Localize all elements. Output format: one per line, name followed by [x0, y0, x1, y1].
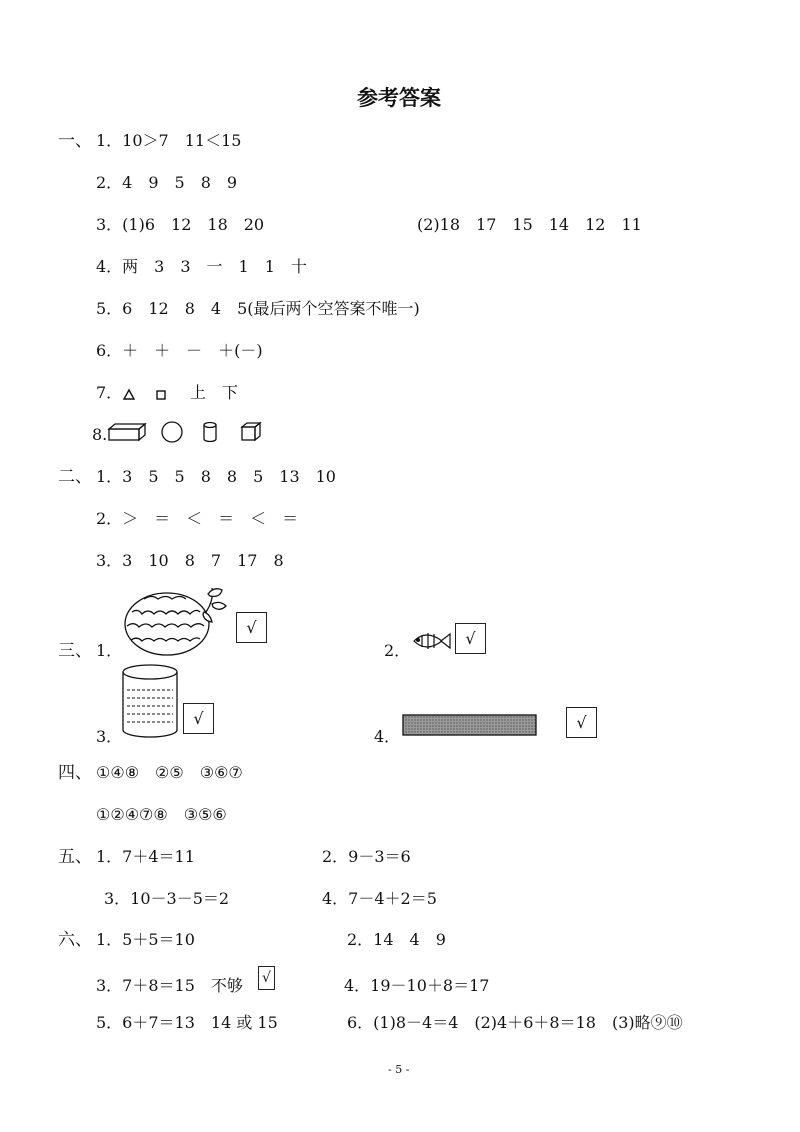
check-box-2: √: [455, 623, 486, 654]
watermelon-icon: [122, 582, 234, 660]
s2-q3: 3．3 10 8 7 17 8: [96, 551, 284, 570]
section-5-marker: 五、: [58, 847, 92, 867]
s1-q3a: 3．(1)6 12 18 20: [96, 215, 265, 234]
page-number: - 5 -: [388, 1063, 410, 1076]
s3-q4: 4．: [374, 727, 401, 746]
s1-q8-number: 8.: [92, 425, 108, 444]
s3-q3: 3．: [96, 727, 123, 746]
s1-q6: 6．＋ ＋ － ＋(－): [96, 341, 263, 360]
s1-q2: 2．4 9 5 8 9: [96, 173, 238, 192]
check-box-5: √: [258, 966, 275, 990]
s6-q3: 3．7＋8＝15 不够: [96, 976, 243, 995]
s1-q5: 5．6 12 8 4 5(最后两个空答案不唯一): [96, 299, 420, 318]
water-cylinder-icon: [120, 662, 184, 742]
s6-q1: 1．5＋5＝10: [96, 930, 195, 949]
s3-q1: 1．: [96, 641, 123, 660]
s6-q5: 5．6＋7＝13 14 或 15: [96, 1013, 278, 1032]
section-2-marker: 二、: [58, 467, 92, 487]
s3-q2: 2．: [384, 641, 411, 660]
s5-q1: 1．7＋4＝11: [96, 847, 195, 866]
s4-line2: ①②④⑦⑧ ③⑤⑥: [96, 805, 227, 824]
check-box-3: √: [183, 703, 214, 734]
solid-shapes-icon: [107, 420, 267, 446]
s5-q2: 2．9－3＝6: [322, 847, 411, 866]
s2-q1: 1．3 5 5 8 8 5 13 10: [96, 467, 336, 486]
s5-q3: 3．10－3－5＝2: [104, 889, 230, 908]
fish-icon: [410, 628, 454, 654]
section-1-marker: 一、: [58, 131, 92, 151]
s4-line1: ①④⑧ ②⑤ ③⑥⑦: [96, 763, 243, 782]
check-box-4: √: [566, 707, 597, 738]
check-box-1: √: [236, 612, 267, 643]
s1-q7-rest: 上 下: [190, 383, 239, 402]
long-bar-icon: [402, 713, 538, 737]
s1-q4: 4．两 3 3 一 1 1 十: [96, 257, 307, 276]
triangle-and-square-icon: [122, 387, 182, 401]
s5-q4: 4．7－4＋2＝5: [322, 889, 437, 908]
section-4-marker: 四、: [58, 763, 92, 783]
s1-q7-number: 7．: [96, 383, 123, 402]
s2-q2: 2．＞ ＝ ＜ ＝ ＜ ＝: [96, 509, 299, 528]
s1-q1: 1．10＞7 11＜15: [96, 131, 242, 150]
s6-q4: 4．19－10＋8＝17: [344, 976, 490, 995]
s6-q2: 2．14 4 9: [347, 930, 446, 949]
page-title: 参考答案: [357, 86, 441, 110]
s6-q6: 6．(1)8－4＝4 (2)4＋6＋8＝18 (3)略⑨⑩: [347, 1013, 683, 1032]
section-6-marker: 六、: [58, 930, 92, 950]
s1-q3b: (2)18 17 15 14 12 11: [417, 215, 642, 234]
section-3-marker: 三、: [58, 641, 92, 661]
